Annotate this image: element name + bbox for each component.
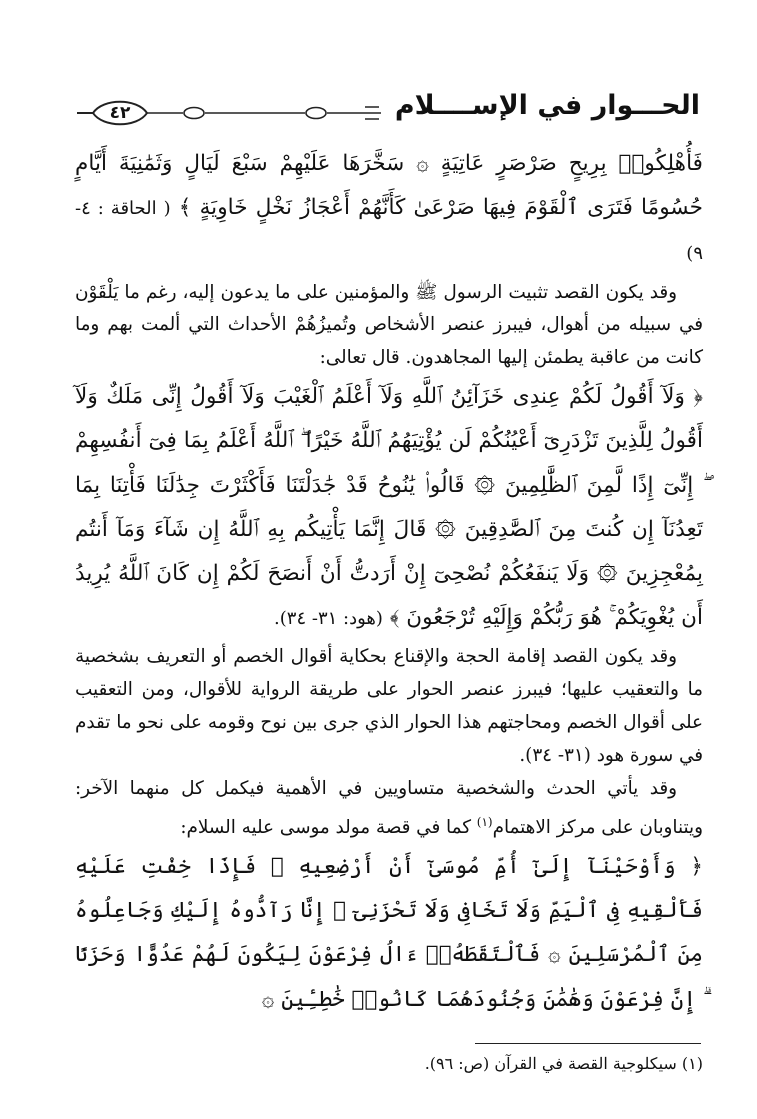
- quran-verse-qasas: [75, 845, 703, 1022]
- page-body: [75, 142, 703, 1022]
- running-title: الحـــوار في الإســــلام: [394, 90, 700, 121]
- paragraph-text-end: كما في قصة مولد موسى عليه السلام:: [180, 817, 471, 839]
- verse-text: ﴿ وَأَوْحَيْنَآ إِلَىٰٓ أُمِّ مُوسَىٰٓ أَنْ أَرْضِعِيهِ ۖ فَإِذَا خِفْتِ عَلَيْهِ فَأَلْقِيهِ فِى ٱلْيَمِّ وَلَا تَخَافِى وَلَا تَحْزَنِىٓ ۖ إِنَّا رَآدُّوهُ إِلَيْكِ وَجَاعِلُوهُ مِنَ ٱلْمُرْسَلِينَ ۞ فَٱلْتَقَطَهُۥٓ ءَالُ فِرْعَوْنَ لِيَكُونَ لَهُمْ عَدُوًّا وَحَزَنًا ۗ إِنَّ فِرْعَوْنَ وَهَٰمَٰنَ وَجُنُودَهُمَا كَانُوا۟ خَٰطِـِٔينَ ۞: [75, 853, 703, 1012]
- quran-verse-haqqa: [75, 142, 703, 277]
- paragraph-text: وقد يكون القصد تثبيت الرسول ﷺ والمؤمنين على ما يدعون إليه، رغم ما يَلْقَوْن في سبيله من أهوال، فيبرز عنصر الأشخاص وتُميزُهُمْ الأحداث التي ألمت بهم وما كانت من عاقبة يطمئن إليها المجاهدون. قال تعالى:: [75, 281, 703, 369]
- verse-text: فَأُهْلِكُوا۟ بِرِيحٍ صَرْصَرٍ عَاتِيَةٍ ۞ سَخَّرَهَا عَلَيْهِمْ سَبْعَ لَيَالٍ وَثَمَٰنِيَةَ أَيَّامٍ حُسُومًا فَتَرَى ٱلْقَوْمَ فِيهَا صَرْعَىٰ كَأَنَّهُمْ أَعْجَازُ نَخْلٍ خَاوِيَةٍ ﴾: [75, 151, 703, 221]
- footnote-marker[interactable]: (١): [476, 814, 493, 829]
- paragraph-text: وقد يكون القصد إقامة الحجة والإقناع بحكاية أقوال الخصم أو التعريف بشخصية ما والتعقيب عليها؛ فيبرز عنصر الحوار على طريقة الرواية للأقوال، ومن التعقيب على أقوال الخصم ومحاجتهم هذا الحوار الذي جرى بين نوح وقومه على نحو ما تقدم في سورة هود (٣١- ٣٤).: [75, 646, 703, 767]
- footnote-divider: [475, 1043, 701, 1044]
- verse-reference: ( الحاقة : ٤- ٩): [75, 198, 703, 265]
- quran-verse-hud: [75, 375, 703, 641]
- page-header: [75, 88, 700, 138]
- paragraph-prophet-support: [75, 277, 703, 376]
- paragraph-event-character: [75, 773, 703, 845]
- verse-reference: (هود: ٣١- ٣٤).: [274, 608, 383, 630]
- paragraph-text: وقد يأتي الحدث والشخصية متساويين في الأهمية فيكمل كل منهما الآخر: ويتناوبان على مركز الاهتمام: [75, 778, 703, 839]
- paragraph-argument: [75, 641, 703, 773]
- verse-text: ﴿ وَلَآ أَقُولُ لَكُمْ عِندِى خَزَآئِنُ ٱللَّهِ وَلَآ أَعْلَمُ ٱلْغَيْبَ وَلَآ أَقُولُ إِنِّى مَلَكٌ وَلَآ أَقُولُ لِلَّذِينَ تَزْدَرِىٓ أَعْيُنُكُمْ لَن يُؤْتِيَهُمُ ٱللَّهُ خَيْرًا ۖ ٱللَّهُ أَعْلَمُ بِمَا فِىٓ أَنفُسِهِمْ ۖ إِنِّىٓ إِذًا لَّمِنَ ٱلظَّٰلِمِينَ ۞ قَالُوا۟ يَٰنُوحُ قَدْ جَٰدَلْتَنَا فَأَكْثَرْتَ جِدَٰلَنَا فَأْتِنَا بِمَا تَعِدُنَآ إِن كُنتَ مِنَ ٱلصَّٰدِقِينَ ۞ قَالَ إِنَّمَا يَأْتِيكُم بِهِ ٱللَّهُ إِن شَآءَ وَمَآ أَنتُم بِمُعْجِزِينَ ۞ وَلَا يَنفَعُكُمْ نُصْحِىٓ إِنْ أَرَدتُّ أَنْ أَنصَحَ لَكُمْ إِن كَانَ ٱللَّهُ يُرِيدُ أَن يُغْوِيَكُمْ ۚ هُوَ رَبُّكُمْ وَإِلَيْهِ تُرْجَعُونَ ﴾: [75, 384, 703, 631]
- page-number: ٤٢: [109, 103, 131, 123]
- footnote: (١) سيكلوجية القصة في القرآن (ص: ٩٦).: [424, 1054, 703, 1073]
